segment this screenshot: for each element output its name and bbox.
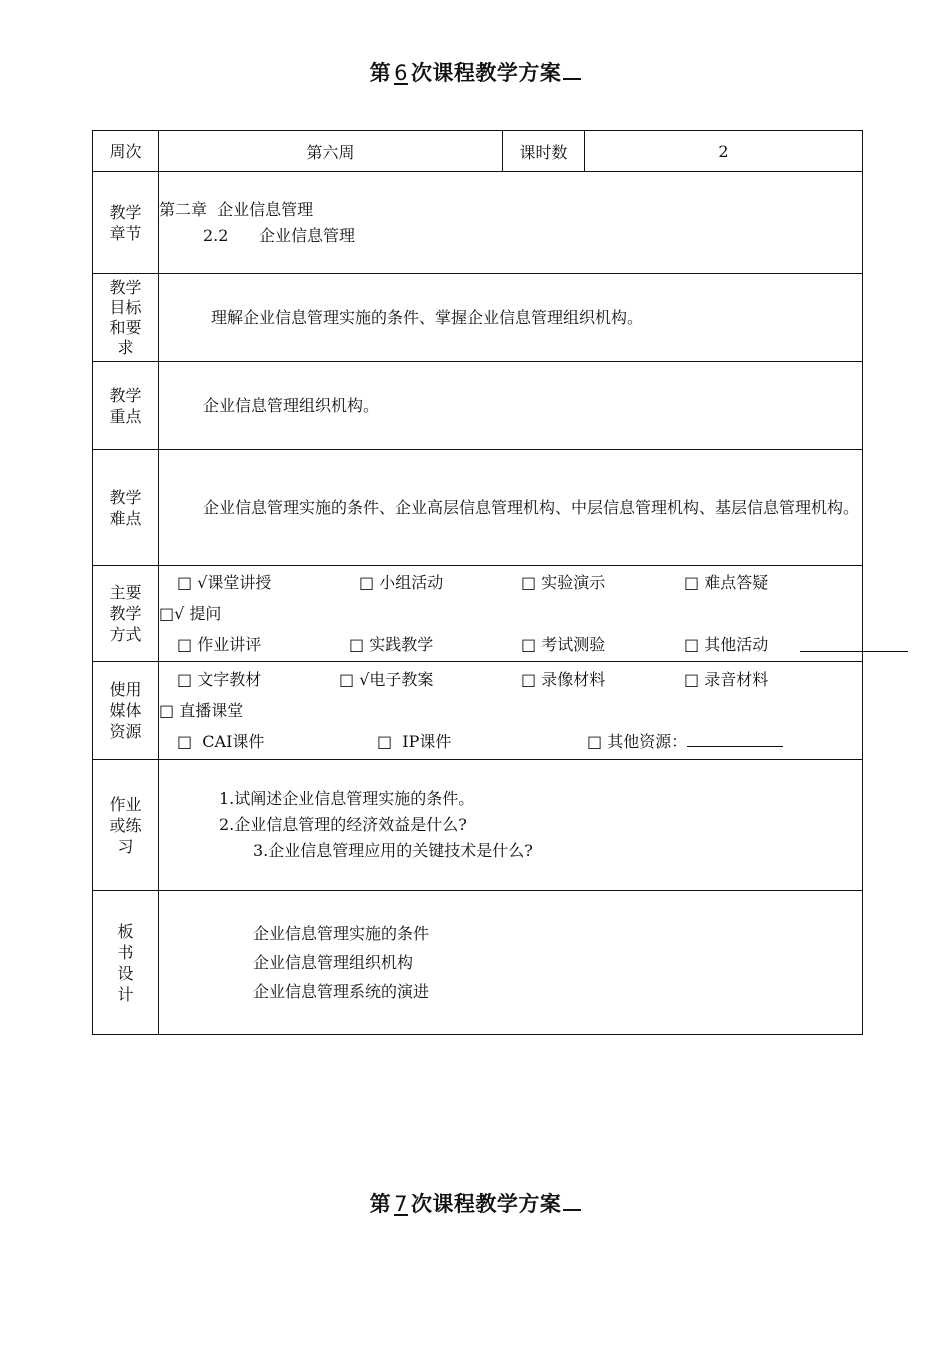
- media-line-1: [159, 664, 862, 695]
- homework-item: 1.试阐述企业信息管理实施的条件。: [219, 789, 475, 808]
- homework-label: 作业 或练 习: [93, 760, 159, 891]
- row-difficulty: [93, 450, 863, 566]
- method-other[interactable]: □ 其他活动: [684, 635, 769, 654]
- goal-label: 教学 目标 和要 求: [93, 274, 159, 362]
- media-cai[interactable]: □ CAI课件: [177, 732, 265, 751]
- media-line-3: [159, 726, 862, 757]
- row-goal: [93, 274, 863, 362]
- week-value: 第六周: [159, 131, 503, 172]
- method-demo[interactable]: □ 实验演示: [521, 573, 606, 592]
- hours-label: 课时数: [503, 131, 585, 172]
- row-focus: [93, 362, 863, 450]
- board-item: 企业信息管理系统的演进: [253, 982, 430, 1001]
- title-suffix: 次课程教学方案: [410, 61, 562, 85]
- method-group[interactable]: □ 小组活动: [359, 573, 444, 592]
- plan-number: 7: [394, 1192, 408, 1216]
- row-media: [93, 662, 863, 760]
- methods-line-1: [159, 567, 862, 598]
- media-e-plan[interactable]: □ √电子教案: [339, 670, 434, 689]
- plan-title: [0, 57, 951, 87]
- title-underline: [563, 60, 581, 80]
- media-other-blank[interactable]: [687, 728, 783, 747]
- method-question[interactable]: □√ 提问: [159, 604, 222, 623]
- week-label: 周次: [93, 131, 159, 172]
- board-label: 板 书 设 计: [93, 891, 159, 1035]
- title-suffix: 次课程教学方案: [410, 1192, 562, 1216]
- difficulty-text: 企业信息管理实施的条件、企业高层信息管理机构、中层信息管理机构、基层信息管理机构。: [159, 450, 863, 566]
- media-other[interactable]: □ 其他资源：: [587, 732, 688, 751]
- media-line-2: [159, 695, 862, 726]
- homework-item: 2.企业信息管理的经济效益是什么?: [219, 815, 467, 834]
- chapter-label: 教学 章节: [93, 172, 159, 274]
- goal-text: 理解企业信息管理实施的条件、掌握企业信息管理组织机构。: [159, 274, 863, 362]
- media-label: 使用 媒体 资源: [93, 662, 159, 760]
- row-board: [93, 891, 863, 1035]
- chapter-content: [159, 172, 863, 274]
- row-chapter: [93, 172, 863, 274]
- focus-label: 教学 重点: [93, 362, 159, 450]
- board-item: 企业信息管理实施的条件: [253, 924, 430, 943]
- chapter-title: 第二章 企业信息管理: [159, 199, 314, 219]
- board-content: [159, 891, 863, 1035]
- methods-line-2: [159, 598, 862, 629]
- homework-item: 3.企业信息管理应用的关键技术是什么?: [253, 841, 533, 860]
- media-live[interactable]: □ 直播课堂: [159, 701, 244, 720]
- row-methods: [93, 566, 863, 662]
- difficulty-label: 教学 难点: [93, 450, 159, 566]
- media-ip[interactable]: □ IP课件: [377, 732, 452, 751]
- method-qa[interactable]: □ 难点答疑: [684, 573, 769, 592]
- row-week: [93, 131, 863, 172]
- method-practice[interactable]: □ 实践教学: [349, 635, 434, 654]
- media-audio[interactable]: □ 录音材料: [684, 670, 769, 689]
- title-prefix: 第: [369, 1192, 392, 1216]
- row-homework: [93, 760, 863, 891]
- lesson-plan-table: [92, 130, 863, 1035]
- title-underline: [563, 1191, 581, 1211]
- title-prefix: 第: [369, 61, 392, 85]
- methods-label: 主要 教学 方式: [93, 566, 159, 662]
- media-text-material[interactable]: □ 文字教材: [177, 670, 262, 689]
- other-activity-blank[interactable]: [800, 651, 908, 652]
- methods-content: [159, 566, 863, 662]
- chapter-section: 2.2 企业信息管理: [203, 225, 355, 245]
- media-video[interactable]: □ 录像材料: [521, 670, 606, 689]
- plan-title: [0, 1188, 951, 1218]
- plan-number: 6: [394, 61, 408, 85]
- focus-text: 企业信息管理组织机构。: [159, 362, 863, 450]
- method-lecture[interactable]: □ √课堂讲授: [177, 573, 272, 592]
- board-item: 企业信息管理组织机构: [253, 953, 414, 972]
- methods-line-3: [159, 629, 862, 660]
- media-content: [159, 662, 863, 760]
- homework-content: [159, 760, 863, 891]
- method-exam[interactable]: □ 考试测验: [521, 635, 606, 654]
- method-homework-review[interactable]: □ 作业讲评: [177, 635, 262, 654]
- hours-value: 2: [585, 131, 863, 172]
